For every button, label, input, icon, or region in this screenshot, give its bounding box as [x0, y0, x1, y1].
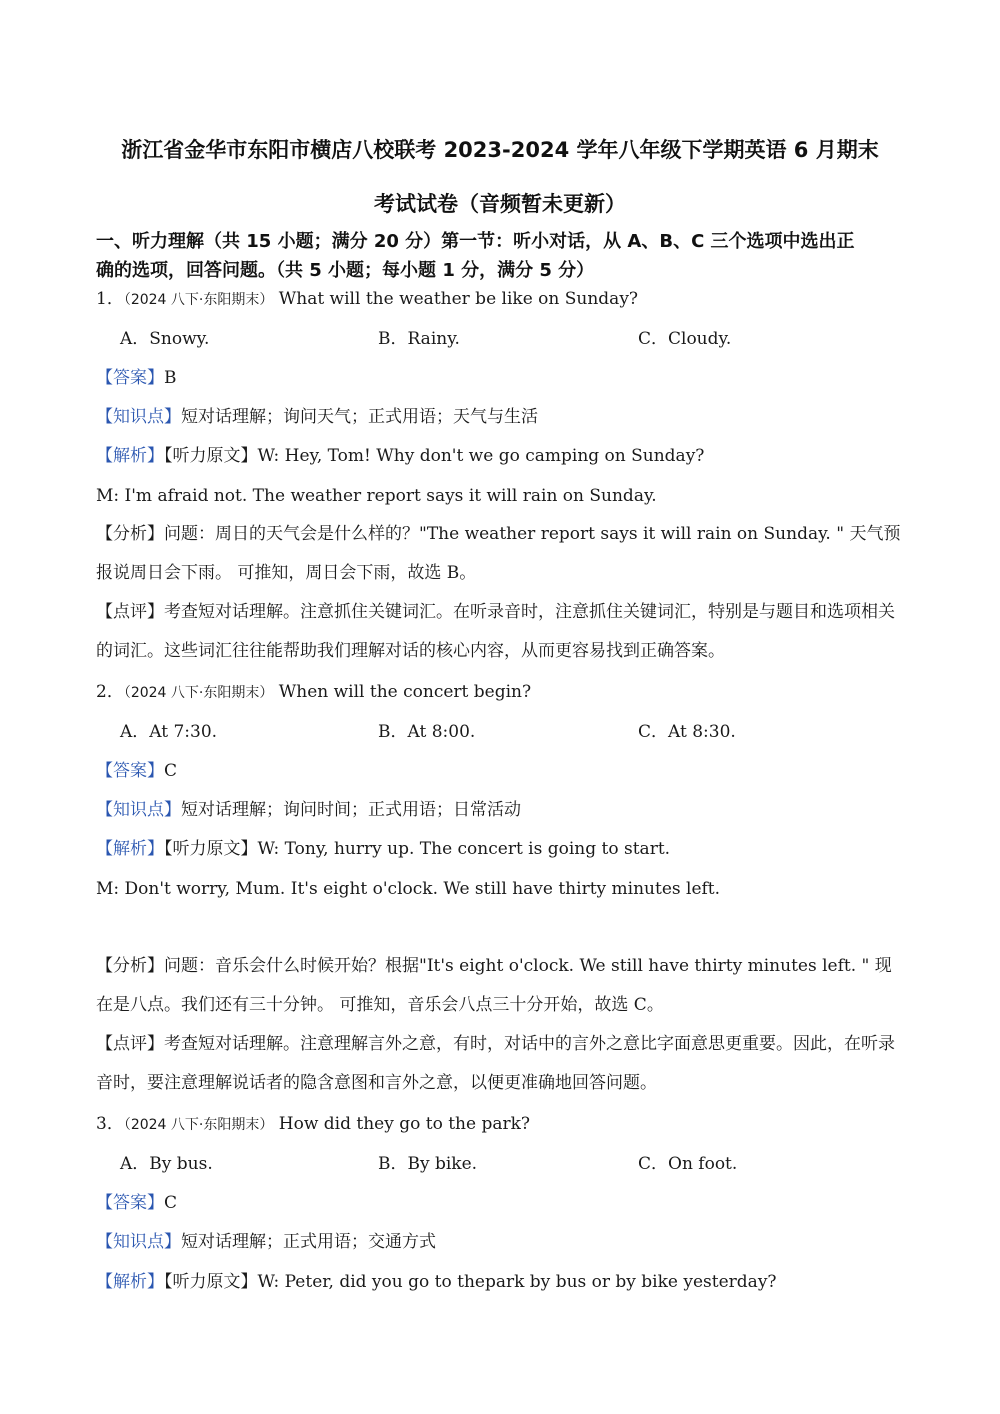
option-b: B．By bike. [378, 1154, 478, 1174]
section-heading-line-2: 确的选项，回答问题。（共 5 小题；每小题 1 分，满分 5 分） [96, 260, 595, 281]
option-a: A．At 7:30. [120, 722, 218, 742]
question-number: 1． [96, 289, 124, 309]
comment-label: 【点评】 [96, 1034, 164, 1054]
breakdown-label: 【分析】 [96, 524, 164, 544]
question-text: How did they go to the park? [278, 1114, 531, 1134]
knowledge-label: 【知识点】 [96, 800, 181, 820]
knowledge-row [96, 1230, 908, 1254]
answer-row [96, 759, 908, 783]
question-source: （2024 八下·东阳期末） [123, 292, 274, 308]
question-source: （2024 八下·东阳期末） [123, 1117, 274, 1133]
knowledge-label: 【知识点】 [96, 1232, 181, 1252]
breakdown-text: 问题：周日的天气会是什么样的？"The weather report says it will rain on Sunday. " 天气预报说周日会下雨。 可推知，周日会下雨，故选 B。 [96, 524, 901, 583]
answer-label: 【答案】 [96, 1193, 164, 1213]
question-1 [96, 287, 908, 312]
breakdown-paragraph [96, 515, 908, 593]
analysis-row [96, 837, 908, 861]
comment-paragraph [96, 593, 908, 671]
knowledge-value: 短对话理解；正式用语；交通方式 [181, 1232, 436, 1252]
transcript-m: M: I'm afraid not. The weather report says it will rain on Sunday. [96, 486, 657, 506]
knowledge-value: 短对话理解；询问时间；正式用语；日常活动 [181, 800, 521, 820]
question-number: 3． [96, 1114, 124, 1134]
transcript-m: M: Don't worry, Mum. It's eight o'clock. We still have thirty minutes left. [96, 879, 721, 899]
answer-label: 【答案】 [96, 761, 164, 781]
transcript-label: 【听力原文】 [164, 1272, 258, 1292]
document-title-line-1: 浙江省金华市东阳市横店八校联考 2023-2024 学年八年级下学期英语 6 月期末 [121, 138, 879, 162]
comment-text: 考查短对话理解。注意抓住关键词汇。在听录音时，注意抓住关键词汇，特别是与题目和选项相关的词汇。这些词汇往往能帮助我们理解对话的核心内容，从而更容易找到正确答案。 [96, 602, 895, 661]
transcript-w: W: Hey, Tom! Why don't we go camping on Sunday? [257, 446, 705, 466]
transcript-w: W: Peter, did you go to thepark by bus or by bike yesterday? [257, 1272, 777, 1292]
answer-value: C [164, 761, 178, 781]
option-a: A．Snowy. [120, 329, 210, 349]
analysis-row [96, 444, 908, 468]
transcript-w: W: Tony, hurry up. The concert is going to start. [257, 839, 671, 859]
option-b: B．At 8:00. [378, 722, 476, 742]
question-number: 2． [96, 682, 124, 702]
breakdown-text: 问题：音乐会什么时候开始？根据"It's eight o'clock. We still have thirty minutes left. " 现在是八点。我们还有三十分钟。 可推知，音乐会八点三十分开始，故选 C。 [96, 956, 892, 1015]
document-title-line-2: 考试试卷（音频暂未更新） [374, 192, 626, 216]
comment-text: 考查短对话理解。注意理解言外之意，有时，对话中的言外之意比字面意思更重要。因此，在听录音时，要注意理解说话者的隐含意图和言外之意，以便更准确地回答问题。 [96, 1034, 895, 1093]
transcript-label: 【听力原文】 [164, 839, 258, 859]
option-a: A．By bus. [120, 1154, 213, 1174]
comment-label: 【点评】 [96, 602, 164, 622]
section-heading [96, 227, 916, 285]
transcript-label: 【听力原文】 [164, 446, 258, 466]
answer-row [96, 366, 908, 390]
knowledge-row [96, 405, 908, 429]
answer-label: 【答案】 [96, 368, 164, 388]
question-source: （2024 八下·东阳期末） [123, 685, 274, 701]
analysis-label: 【解析】 [96, 1272, 164, 1292]
knowledge-row [96, 798, 908, 822]
answer-value: B [164, 368, 177, 388]
option-c: C．On foot. [638, 1154, 738, 1174]
analysis-label: 【解析】 [96, 446, 164, 466]
breakdown-paragraph [96, 947, 908, 1025]
analysis-label: 【解析】 [96, 839, 164, 859]
knowledge-value: 短对话理解；询问天气；正式用语；天气与生活 [181, 407, 538, 427]
section-heading-line-1: 一、听力理解（共 15 小题；满分 20 分）第一节：听小对话，从 A、B、C 三个选项中选出正 [96, 231, 855, 252]
option-b: B．Rainy. [378, 329, 460, 349]
option-c: C．At 8:30. [638, 722, 736, 742]
question-2 [96, 680, 908, 705]
answer-row [96, 1191, 908, 1215]
answer-value: C [164, 1193, 178, 1213]
option-c: C．Cloudy. [638, 329, 732, 349]
comment-paragraph [96, 1025, 908, 1103]
knowledge-label: 【知识点】 [96, 407, 181, 427]
breakdown-label: 【分析】 [96, 956, 164, 976]
analysis-row [96, 1270, 908, 1294]
question-3 [96, 1112, 908, 1137]
question-text: When will the concert begin? [278, 682, 532, 702]
question-text: What will the weather be like on Sunday? [278, 289, 639, 309]
